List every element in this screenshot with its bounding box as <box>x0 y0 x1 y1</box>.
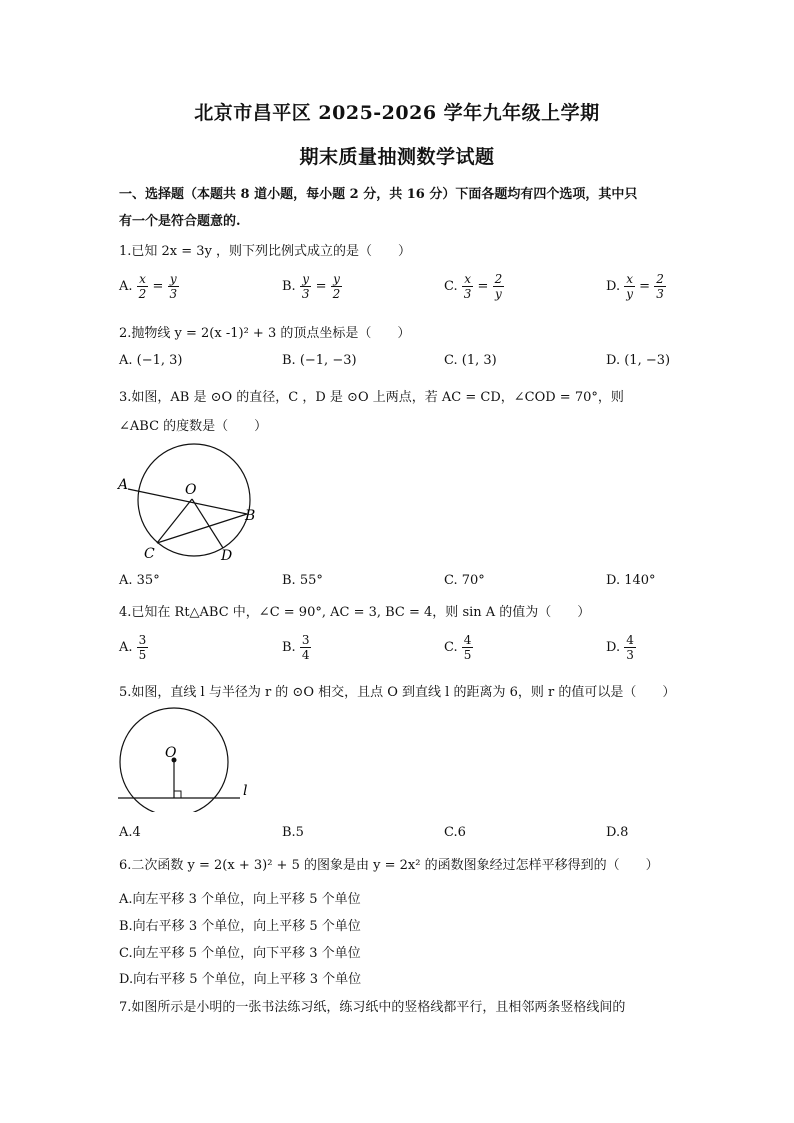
option-letter: A. <box>119 279 133 294</box>
question-1-option-c[interactable] <box>444 272 504 301</box>
section-heading-line1: 一、选择题（本题共 8 道小题，每小题 2 分，共 16 分）下面各题均有四个选项，其中只 <box>119 187 638 202</box>
question-6-stem: 6.二次函数 y = 2(x + 3)² + 5 的图象是由 y = 2x² 的函数图象经过怎样平移得到的（ ） <box>119 858 659 873</box>
question-1-option-a[interactable] <box>119 272 179 301</box>
option-letter: D. <box>606 640 621 655</box>
label-a: A <box>118 477 129 493</box>
question-3-option-d[interactable]: D. 140° <box>606 573 656 588</box>
fraction-right: $\frac{y}{3}$ <box>169 272 178 301</box>
label-o: O <box>185 482 197 498</box>
fraction-left: $\frac{y}{3}$ <box>301 272 310 301</box>
equals-sign: = <box>639 279 651 294</box>
question-6-option-a[interactable]: A.向左平移 3 个单位，向上平移 5 个单位 <box>119 892 361 907</box>
option-letter: C. <box>444 279 458 294</box>
question-4-stem: 4.已知在 Rt△ABC 中，∠C = 90°, AC = 3, BC = 4，则 sin A 的值为（ ） <box>119 605 591 620</box>
circle-o <box>138 444 250 556</box>
fraction-right: $\frac{y}{2}$ <box>332 272 341 301</box>
question-5-option-b[interactable]: B.5 <box>282 825 304 840</box>
question-2-option-b[interactable]: B. (−1, −3) <box>282 353 357 368</box>
label-l: l <box>243 783 248 799</box>
fraction-left: $\frac{x}{3}$ <box>463 272 472 301</box>
fraction: $\frac{3}{4}$ <box>301 633 310 662</box>
question-3-option-b[interactable]: B. 55° <box>282 573 323 588</box>
fraction-right: $\frac{2}{3}$ <box>656 272 664 301</box>
label-b: B <box>245 508 256 524</box>
segment-oc <box>157 499 192 543</box>
question-4-option-d[interactable] <box>606 633 636 662</box>
question-3-option-c[interactable]: C. 70° <box>444 573 485 588</box>
question-1-option-b[interactable] <box>282 272 342 301</box>
label-o: O <box>165 745 177 761</box>
fraction-left: $\frac{x}{2}$ <box>138 272 147 301</box>
fraction-left: $\frac{x}{y}$ <box>626 272 634 301</box>
chord-cb <box>157 514 247 543</box>
question-2-option-d[interactable]: D. (1, −3) <box>606 353 671 368</box>
option-letter: B. <box>282 279 296 294</box>
label-d: D <box>221 548 233 564</box>
option-letter: D. <box>606 279 621 294</box>
question-3-stem-line1: 3.如图，AB 是 ⊙O 的直径，C ，D 是 ⊙O 上两点，若 AC = CD，∠COD = 70°，则 <box>119 390 624 405</box>
question-5-option-d[interactable]: D.8 <box>606 825 629 840</box>
question-6-option-c[interactable]: C.向左平移 5 个单位，向下平移 3 个单位 <box>119 946 361 961</box>
option-letter: B. <box>282 640 296 655</box>
question-2-stem: 2.抛物线 y = 2(x -1)² + 3 的顶点坐标是（ ） <box>119 326 411 341</box>
question-2-option-c[interactable]: C. (1, 3) <box>444 353 497 368</box>
exam-title-line1: 北京市昌平区 2025-2026 学年九年级上学期 <box>194 102 600 124</box>
question-3-option-a[interactable]: A. 35° <box>119 573 160 588</box>
question-4-option-c[interactable] <box>444 633 473 662</box>
question-5-option-c[interactable]: C.6 <box>444 825 466 840</box>
question-3-circle-figure <box>112 436 272 564</box>
label-c: C <box>144 546 155 562</box>
question-7-stem: 7.如图所示是小明的一张书法练习纸，练习纸中的竖格线都平行，且相邻两条竖格线间的 <box>119 1000 626 1015</box>
fraction: $\frac{4}{5}$ <box>463 633 472 662</box>
equals-sign: = <box>152 279 164 294</box>
question-3-stem-line2: ∠ABC 的度数是（ ） <box>119 419 268 434</box>
fraction: $\frac{3}{5}$ <box>138 633 147 662</box>
question-6-option-b[interactable]: B.向右平移 3 个单位，向上平移 5 个单位 <box>119 919 361 934</box>
question-4-option-a[interactable] <box>119 633 148 662</box>
question-5-circle-line-figure <box>112 702 262 812</box>
question-1-stem: 1.已知 2x = 3y ，则下列比例式成立的是（ ） <box>119 244 412 259</box>
question-1-option-d[interactable] <box>606 272 666 301</box>
exam-title-line2: 期末质量抽测数学试题 <box>299 146 495 168</box>
question-4-option-b[interactable] <box>282 633 311 662</box>
option-letter: A. <box>119 640 133 655</box>
option-letter: C. <box>444 640 458 655</box>
equals-sign: = <box>477 279 489 294</box>
question-5-stem: 5.如图，直线 l 与半径为 r 的 ⊙O 相交，且点 O 到直线 l 的距离为 6，则 r 的值可以是（ ） <box>119 685 676 700</box>
question-5-option-a[interactable]: A.4 <box>119 825 141 840</box>
equals-sign: = <box>315 279 327 294</box>
section-heading-line2: 有一个是符合题意的. <box>119 214 241 229</box>
fraction: $\frac{4}{3}$ <box>626 633 634 662</box>
question-6-option-d[interactable]: D.向右平移 5 个单位，向上平移 3 个单位 <box>119 972 362 987</box>
right-angle-mark <box>174 791 181 798</box>
question-2-option-a[interactable]: A. (−1, 3) <box>119 353 183 368</box>
fraction-right: $\frac{2}{y}$ <box>494 272 503 301</box>
